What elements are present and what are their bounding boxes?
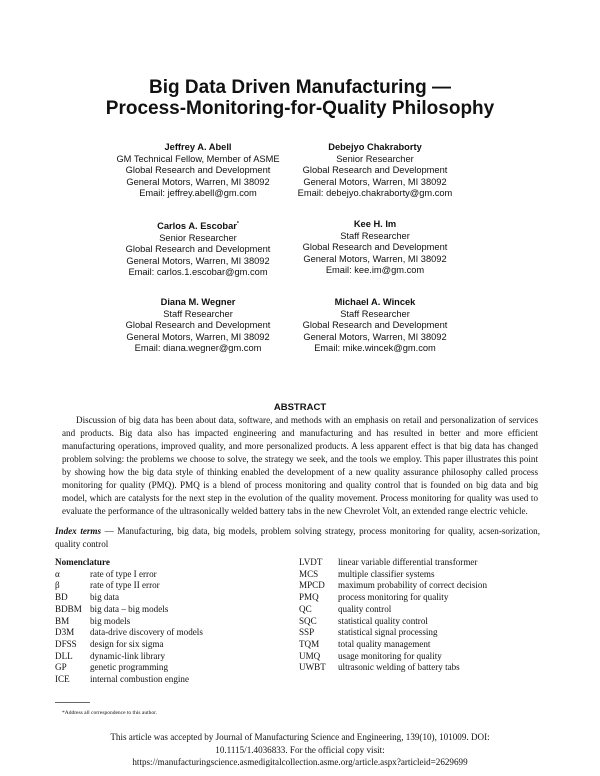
nomenclature-left [55,557,203,686]
nomenclature-row [55,616,203,628]
nomenclature-definition: big data [90,592,120,603]
nomenclature-symbol: PMQ [299,592,319,603]
author-name [265,297,485,309]
nomenclature-symbol: UMQ [299,650,321,661]
nomenclature-symbol: SQC [299,615,317,626]
nomenclature-symbol: α [55,568,60,579]
index-terms-text: — Manufacturing, big data, big models, problem solving strategy, process monitoring for quality, acsen-sorization, quality control [55,526,540,549]
nomenclature-symbol: DLL [55,650,73,661]
author-affiliation: Staff Researcher [340,308,410,319]
author-affiliation: Senior Researcher [336,153,414,164]
author-email[interactable]: Email: kee.im@gm.com [325,265,425,276]
author-name-text: Carlos A. Escobar [157,221,237,232]
nomenclature-symbol: GP [55,662,67,673]
nomenclature-definition: process monitoring for quality [338,592,449,603]
nomenclature-definition: ultrasonic welding of battery tabs [338,662,460,673]
nomenclature-definition: multiple classifier systems [338,568,435,579]
nomenclature-symbol: QC [299,603,312,614]
nomenclature-symbol: MCS [299,568,319,579]
nomenclature-row [299,627,487,639]
author-affiliation: Global Research and Development [125,244,271,255]
nomenclature-definition: total quality management [338,638,431,649]
nomenclature-heading: Nomenclature [55,557,110,567]
nomenclature-definition: usage monitoring for quality [338,650,442,661]
nomenclature-definition: linear variable differential transformer [338,557,478,567]
abstract-heading: ABSTRACT [273,402,327,413]
nomenclature-symbol: ICE [55,674,70,685]
author-affiliation: Senior Researcher [159,232,237,243]
author-affiliation: Staff Researcher [340,230,410,241]
nomenclature-row [55,604,203,616]
author-email[interactable]: Email: carlos.1.escobar@gm.com [128,267,268,278]
nomenclature-row [299,580,487,592]
nomenclature-row [55,651,203,663]
nomenclature-definition: dynamic-link library [90,650,166,661]
nomenclature-symbol: D3M [55,627,75,638]
article-note-line: This article was accepted by Journal of Manufacturing Science and Engineering, 139(10), 101009. DOI: [110,732,490,742]
author-affiliation: General Motors, Warren, MI 38092 [126,331,270,342]
nomenclature-definition: internal combustion engine [90,674,189,685]
author-affiliation: General Motors, Warren, MI 38092 [303,176,447,187]
author-affiliation: Global Research and Development [302,242,448,253]
title-line-1: Big Data Driven Manufacturing — [149,77,451,98]
author-email[interactable]: Email: mike.wincek@gm.com [314,343,436,354]
author-name-text: Kee H. Im [353,219,397,229]
author-affiliation: Global Research and Development [125,165,271,176]
nomenclature-row [55,580,203,592]
author-affiliation: Global Research and Development [125,320,271,331]
nomenclature-row [299,604,487,616]
nomenclature-symbol: BD [55,592,68,603]
author-name [265,219,485,231]
nomenclature-definition: rate of type I error [90,568,157,579]
nomenclature-row [299,639,487,651]
article-url[interactable]: https://manufacturingscience.asmedigitalcollection.asme.org/article.aspx?articleid=2629699 [132,757,468,767]
nomenclature-symbol: LVDT [299,557,323,567]
nomenclature-definition: maximum probability of correct decision [338,580,487,591]
nomenclature-definition: genetic programming [90,662,169,673]
nomenclature-row [55,592,203,604]
index-terms [55,525,540,551]
nomenclature-definition: rate of type II error [90,580,160,591]
nomenclature-symbol: BM [55,615,70,626]
author [265,142,485,200]
author-affiliation: General Motors, Warren, MI 38092 [126,176,270,187]
nomenclature-row [55,674,203,686]
nomenclature-symbol: SSP [299,627,315,638]
nomenclature-row [299,557,487,569]
author-affiliation: General Motors, Warren, MI 38092 [126,255,270,266]
nomenclature-row [55,639,203,651]
nomenclature-row [299,569,487,581]
footnote-divider [55,702,90,703]
nomenclature-definition: big models [90,615,131,626]
index-terms-label: Index terms [55,526,102,536]
nomenclature-row [55,569,203,581]
author-affiliation: Global Research and Development [302,320,448,331]
nomenclature-row [55,627,203,639]
nomenclature-symbol: UWBT [299,662,326,673]
nomenclature-definition: statistical signal processing [338,627,438,638]
author [265,219,485,277]
author-name [265,142,485,154]
title-line-2: Process-Monitoring-for-Quality Philosophy [105,98,495,119]
author-affiliation: Staff Researcher [163,308,233,319]
author-name-text: Debejyo Chakraborty [328,142,422,152]
nomenclature-definition: data-drive discovery of models [90,627,203,638]
nomenclature-symbol: BDBM [55,603,82,614]
nomenclature-symbol: MPCD [299,580,325,591]
author-name-text: Michael A. Wincek [334,297,416,307]
correspondence-mark: * [236,221,239,227]
nomenclature-row [299,662,487,674]
nomenclature-definition: big data – big models [90,603,169,614]
nomenclature-row [55,662,203,674]
author-name-text: Jeffrey A. Abell [164,142,232,152]
author-affiliation: General Motors, Warren, MI 38092 [303,253,447,264]
paper-title [0,77,600,119]
article-note-line: 10.1115/1.4036833. For the official copy visit: [215,744,385,755]
author-email[interactable]: Email: diana.wegner@gm.com [134,343,262,354]
author-email[interactable]: Email: debejyo.chakraborty@gm.com [297,188,453,199]
author-email[interactable]: Email: jeffrey.abell@gm.com [139,188,257,199]
article-note [0,731,600,769]
nomenclature-definition: design for six sigma [90,638,164,649]
author-name-text: Diana M. Wegner [160,297,236,307]
nomenclature-row [299,592,487,604]
nomenclature-symbol: DFSS [55,638,77,649]
nomenclature-symbol: β [55,580,60,591]
nomenclature-row [299,651,487,663]
nomenclature-symbol: TQM [299,638,320,649]
author [265,297,485,355]
nomenclature-definition: quality control [338,603,392,614]
author-affiliation: Global Research and Development [302,165,448,176]
nomenclature-definition: statistical quality control [338,615,428,626]
footnote: *Address all correspondence to this author. [62,710,158,716]
author-affiliation: GM Technical Fellow, Member of ASME [116,153,280,164]
author-affiliation: General Motors, Warren, MI 38092 [303,331,447,342]
nomenclature-right [299,557,487,674]
abstract-text: Discussion of big data has been about data, software, and methods with an emphasis on retail and personalization of services and products. Big data also has impacted engineering and manufacturing and has resulted in better and more efficient manufacturing operations, improved quality, and more personalized products. A less apparent effect is that big data has changed problem solving: the problems we choose to solve, the strategy we seek, and the tools we employ. This paper illustrates this point by showing how the big data style of thinking enabled the development of a new quality assurance philosophy called process monitoring for quality (PMQ). PMQ is a blend of process monitoring and quality control that is founded on big data and big model, which are catalysts for the next step in the evolution of the quality movement. Process monitoring for quality was used to evaluate the performance of the ultrasonically welded battery tabs in the new Chevrolet Volt, an extended range electric vehicle. [62,415,538,516]
nomenclature-row [299,616,487,628]
